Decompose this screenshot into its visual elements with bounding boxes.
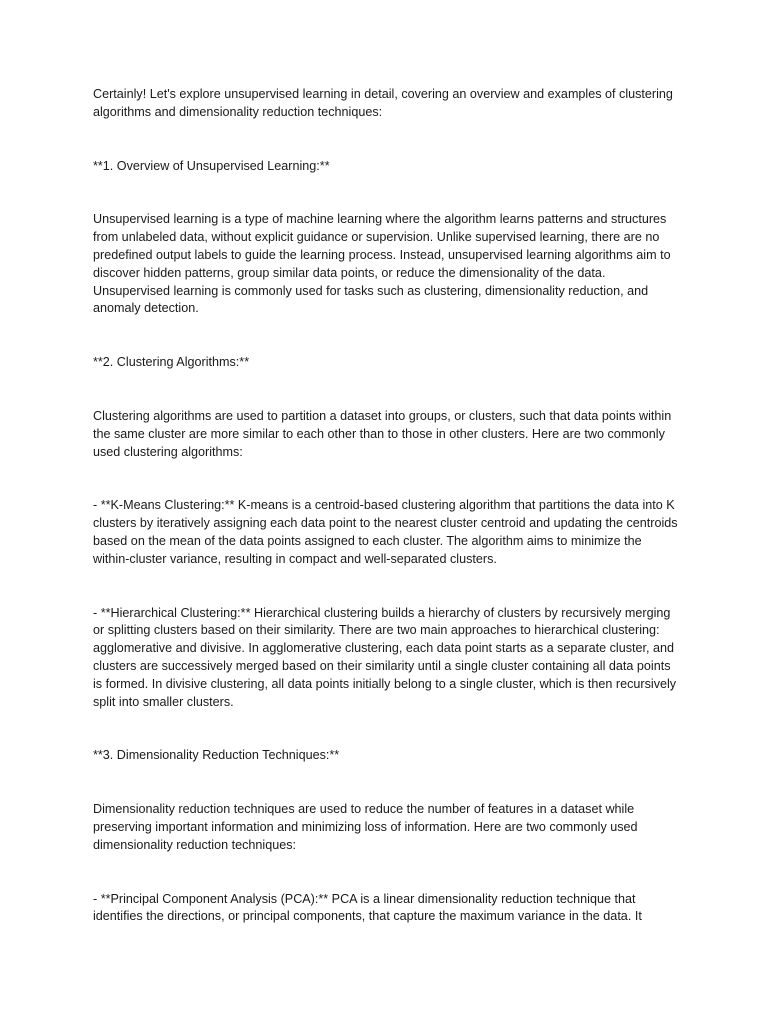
dimensionality-paragraph: Dimensionality reduction techniques are used to reduce the number of features in a dataset while preserving important information and minimizing loss of information. Here are two commonly used dimensionality reduction techniques: — [93, 802, 638, 852]
clustering-paragraph: Clustering algorithms are used to partition a dataset into groups, or clusters, such that data points within the same cluster are more similar to each other than to those in other clusters. Here are two commonly used clustering algorithms: — [93, 408, 672, 459]
section-heading-dimensionality: **3. Dimensionality Reduction Techniques:** — [93, 748, 340, 763]
kmeans-bullet: - **K-Means Clustering:** K-means is a centroid-based clustering algorithm that partitions the data into K clusters by iteratively assigning each data point to the nearest cluster centroid and updating the centroids based on the mean of the data points assigned to each cluster. The algorithm aims to minimize the within-cluster variance, resulting in compact and well-separated clusters. — [93, 498, 678, 566]
pca-bullet: - **Principal Component Analysis (PCA):** PCA is a linear dimensionality reduction technique that identifies the directions, or principal components, that capture the maximum variance in the data. It — [93, 891, 642, 924]
section-heading-overview: **1. Overview of Unsupervised Learning:** — [93, 158, 330, 173]
document-page — [93, 86, 678, 926]
section-heading-clustering: **2. Clustering Algorithms:** — [93, 355, 250, 370]
hierarchical-bullet: - **Hierarchical Clustering:** Hierarchical clustering builds a hierarchy of clusters by recursively merging or splitting clusters based on their similarity. There are two main approaches to hierarchical clustering: agglomerative and divisive. In agglomerative clustering, each data point starts as a separate cluster, and clusters are successively merged based on their similarity until a single cluster containing all data points is formed. In divisive clustering, all data points initially belong to a single cluster, which is then recursively split into smaller clusters. — [93, 605, 677, 709]
overview-paragraph: Unsupervised learning is a type of machine learning where the algorithm learns patterns and structures from unlabeled data, without explicit guidance or supervision. Unlike supervised learning, there are no predefined output labels to guide the learning process. Instead, unsupervised learning algorithms aim to discover hidden patterns, group similar data points, or reduce the dimensionality of the data. Unsupervised learning is commonly used for tasks such as clustering, dimensionality reduction, and anomaly detection. — [93, 212, 671, 316]
intro-paragraph: Certainly! Let's explore unsupervised learning in detail, covering an overview and examples of clustering algorithms and dimensionality reduction techniques: — [93, 87, 673, 119]
